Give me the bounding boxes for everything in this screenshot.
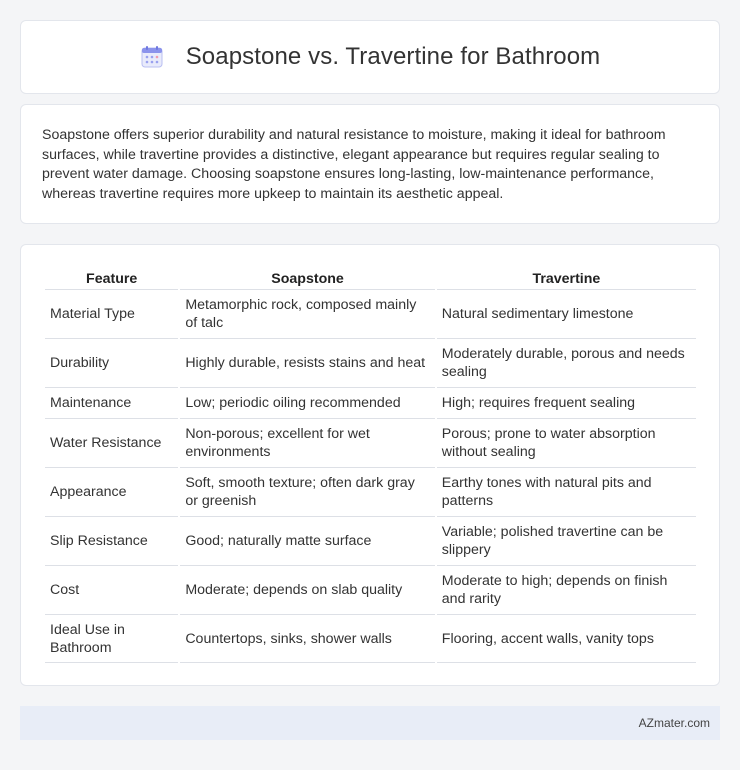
- table-row: [45, 338, 696, 387]
- table-row: [45, 418, 696, 467]
- row-travertine: High; requires frequent sealing: [437, 387, 696, 418]
- footer-bar: [20, 706, 720, 740]
- row-travertine: Flooring, accent walls, vanity tops: [437, 614, 696, 663]
- row-feature: Cost: [45, 565, 178, 614]
- row-soapstone: Soft, smooth texture; often dark gray or greenish: [180, 467, 434, 516]
- row-soapstone: Countertops, sinks, shower walls: [180, 614, 434, 663]
- row-soapstone: Non-porous; excellent for wet environments: [180, 418, 434, 467]
- header-soapstone: Soapstone: [271, 270, 344, 287]
- row-feature: Ideal Use in Bathroom: [45, 614, 178, 663]
- table-row: [45, 565, 696, 614]
- row-soapstone: Low; periodic oiling recommended: [180, 387, 434, 418]
- row-feature: Durability: [45, 338, 178, 387]
- row-feature: Water Resistance: [45, 418, 178, 467]
- row-soapstone: Highly durable, resists stains and heat: [180, 338, 434, 387]
- row-travertine: Earthy tones with natural pits and patterns: [437, 467, 696, 516]
- row-travertine: Porous; prone to water absorption without sealing: [437, 418, 696, 467]
- table-header-row: [45, 265, 696, 289]
- calendar-icon: [140, 45, 164, 69]
- table-row: [45, 289, 696, 338]
- header-travertine: Travertine: [532, 270, 601, 287]
- row-travertine: Natural sedimentary limestone: [437, 289, 696, 338]
- intro-card: [20, 104, 720, 224]
- row-feature: Appearance: [45, 467, 178, 516]
- row-soapstone: Moderate; depends on slab quality: [180, 565, 434, 614]
- table-row: [45, 467, 696, 516]
- row-travertine: Variable; polished travertine can be slippery: [437, 516, 696, 565]
- intro-paragraph: Soapstone offers superior durability and natural resistance to moisture, making it ideal for bathroom surfaces, while travertine provides a distinctive, elegant appearance but requires regular sealing to prevent water damage. Choosing soapstone ensures long-lasting, low-maintenance performance, whereas travertine requires more upkeep to maintain its aesthetic appeal.: [42, 127, 666, 202]
- table-row: [45, 516, 696, 565]
- row-feature: Slip Resistance: [45, 516, 178, 565]
- comparison-table: [43, 265, 698, 663]
- row-travertine: Moderately durable, porous and needs sealing: [437, 338, 696, 387]
- table-card: [20, 244, 720, 686]
- row-feature: Maintenance: [45, 387, 178, 418]
- row-soapstone: Metamorphic rock, composed mainly of talc: [180, 289, 434, 338]
- row-soapstone: Good; naturally matte surface: [180, 516, 434, 565]
- row-travertine: Moderate to high; depends on finish and rarity: [437, 565, 696, 614]
- page-title: Soapstone vs. Travertine for Bathroom: [185, 43, 601, 70]
- row-feature: Material Type: [45, 289, 178, 338]
- table-row: [45, 387, 696, 418]
- table-row: [45, 614, 696, 663]
- header-feature: Feature: [86, 270, 138, 287]
- title-wrap: [140, 43, 601, 71]
- title-card: [20, 20, 720, 94]
- footer-brand: AZmater.com: [638, 716, 710, 730]
